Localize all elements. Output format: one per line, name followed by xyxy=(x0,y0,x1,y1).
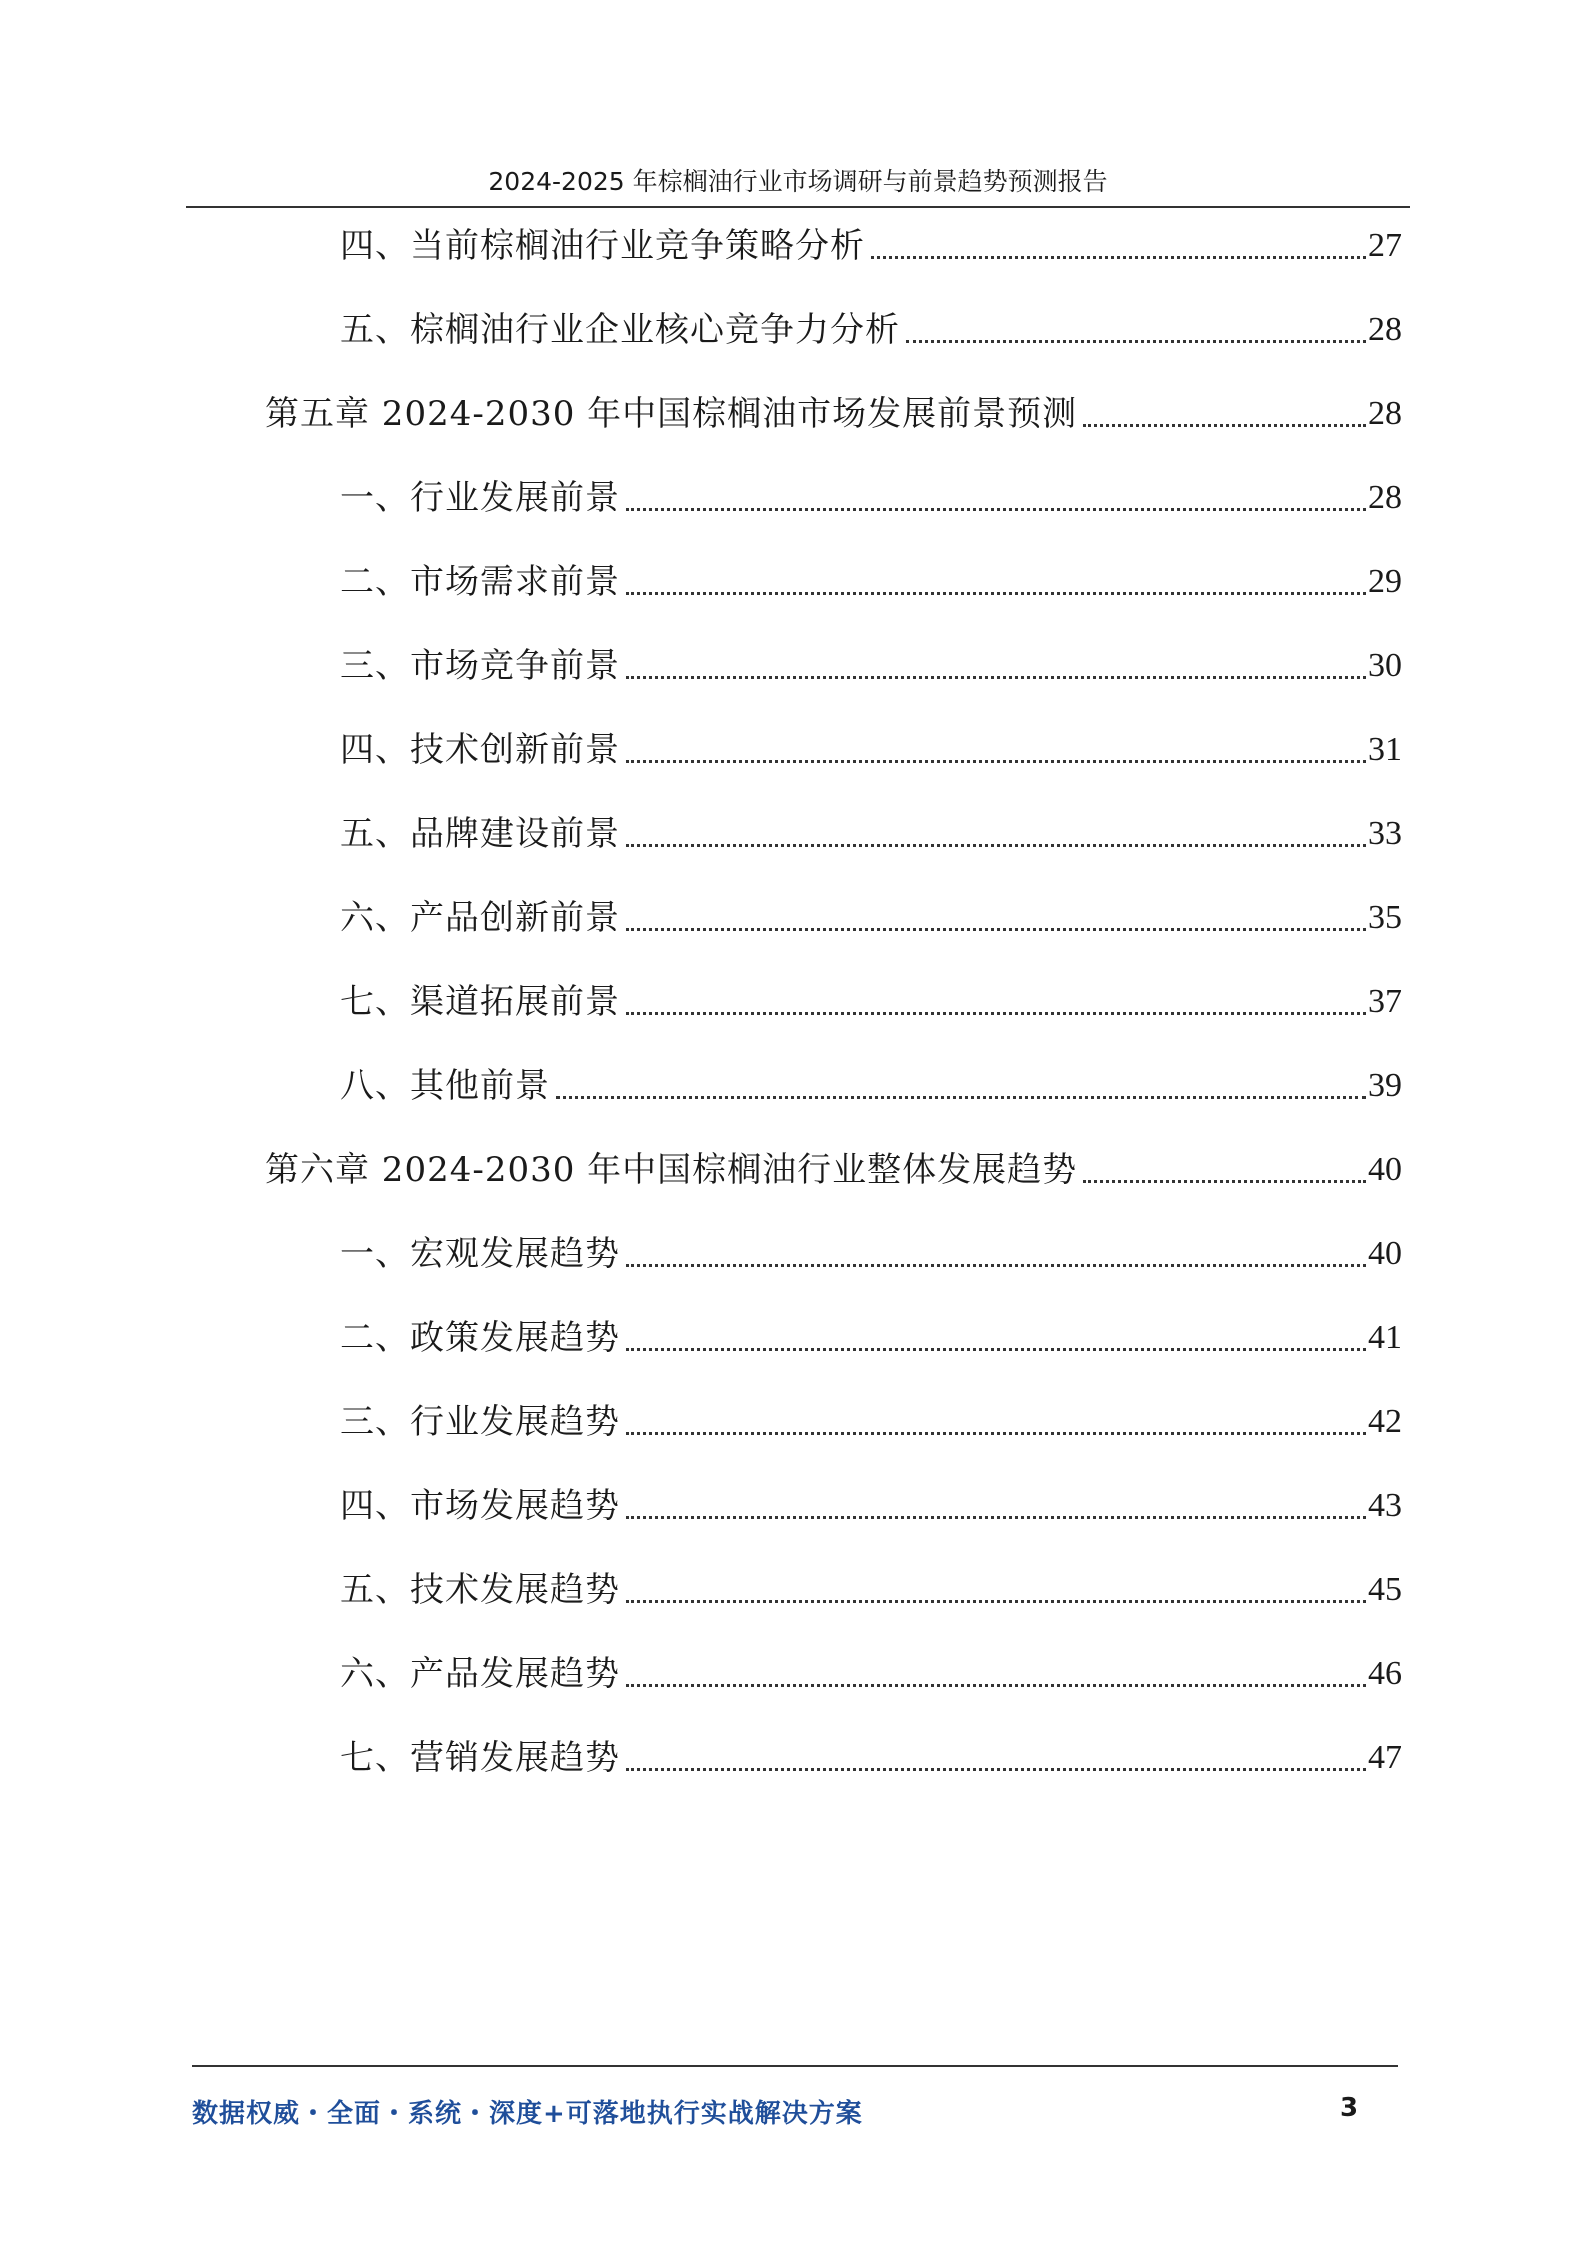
toc-entry-title: 五、技术发展趋势 xyxy=(340,1570,620,1610)
toc-entry[interactable] xyxy=(340,1652,1402,1696)
toc-entry[interactable] xyxy=(340,1064,1402,1108)
toc-entry-page: 37 xyxy=(1368,983,1402,1020)
toc-entry-page: 28 xyxy=(1368,395,1402,432)
toc-entry-page: 29 xyxy=(1368,563,1402,600)
toc-entry[interactable] xyxy=(340,1568,1402,1612)
toc-dot-leader xyxy=(626,844,1366,847)
toc-dot-leader xyxy=(626,1012,1366,1015)
toc-dot-leader xyxy=(626,1348,1366,1351)
toc-dot-leader xyxy=(1083,1180,1366,1183)
toc-dot-leader xyxy=(626,1432,1366,1435)
toc-entry[interactable] xyxy=(340,728,1402,772)
toc-entry-title: 三、行业发展趋势 xyxy=(340,1402,620,1442)
toc-chapter-entry[interactable] xyxy=(265,1148,1402,1192)
toc-entry-title: 一、宏观发展趋势 xyxy=(340,1234,620,1274)
toc-dot-leader xyxy=(626,1768,1366,1771)
toc-entry[interactable] xyxy=(340,980,1402,1024)
toc-entry-page: 35 xyxy=(1368,899,1402,936)
toc-entry[interactable] xyxy=(340,1484,1402,1528)
toc-entry[interactable] xyxy=(340,476,1402,520)
toc-entry-title: 三、市场竞争前景 xyxy=(340,646,620,686)
toc-entry[interactable] xyxy=(340,1316,1402,1360)
toc-entry-title: 二、市场需求前景 xyxy=(340,562,620,602)
toc-dot-leader xyxy=(626,760,1366,763)
toc-dot-leader xyxy=(626,508,1366,511)
toc-entry-page: 41 xyxy=(1368,1319,1402,1356)
toc-entry-title: 五、棕榈油行业企业核心竞争力分析 xyxy=(340,310,900,350)
toc-entry[interactable] xyxy=(340,1736,1402,1780)
page-header-title: 2024-2025 年棕榈油行业市场调研与前景趋势预测报告 xyxy=(488,167,1108,196)
toc-entry-page: 31 xyxy=(1368,731,1402,768)
toc-entry-page: 28 xyxy=(1368,311,1402,348)
page-number: 3 xyxy=(1340,2093,1359,2123)
toc-entry-page: 33 xyxy=(1368,815,1402,852)
toc-entry[interactable] xyxy=(340,1232,1402,1276)
toc-entry-title: 四、市场发展趋势 xyxy=(340,1486,620,1526)
toc-entry-title: 一、行业发展前景 xyxy=(340,478,620,518)
toc-entry-page: 43 xyxy=(1368,1487,1402,1524)
toc-dot-leader xyxy=(626,592,1366,595)
toc-entry-page: 28 xyxy=(1368,479,1402,516)
toc-entry[interactable] xyxy=(340,224,1402,268)
toc-entry-title: 八、其他前景 xyxy=(340,1066,550,1106)
toc-entry-title: 四、技术创新前景 xyxy=(340,730,620,770)
toc-dot-leader xyxy=(626,928,1366,931)
toc-dot-leader xyxy=(1083,424,1366,427)
toc-entry[interactable] xyxy=(340,308,1402,352)
toc-entry[interactable] xyxy=(340,896,1402,940)
toc-dot-leader xyxy=(871,256,1366,259)
toc-entry-page: 30 xyxy=(1368,647,1402,684)
toc-entry-title: 六、产品创新前景 xyxy=(340,898,620,938)
toc-entry-page: 45 xyxy=(1368,1571,1402,1608)
toc-entry-title: 六、产品发展趋势 xyxy=(340,1654,620,1694)
toc-entry[interactable] xyxy=(340,1400,1402,1444)
toc-entry-title: 四、当前棕榈油行业竞争策略分析 xyxy=(340,226,865,266)
toc-entry-page: 40 xyxy=(1368,1151,1402,1188)
toc-entry-title: 五、品牌建设前景 xyxy=(340,814,620,854)
toc-dot-leader xyxy=(626,1264,1366,1267)
toc-chapter-entry[interactable] xyxy=(265,392,1402,436)
footer-divider xyxy=(192,2065,1398,2067)
toc-entry-page: 42 xyxy=(1368,1403,1402,1440)
toc-dot-leader xyxy=(626,676,1366,679)
toc-entry[interactable] xyxy=(340,644,1402,688)
header-divider xyxy=(186,206,1410,208)
toc-entry-page: 40 xyxy=(1368,1235,1402,1272)
toc-entry[interactable] xyxy=(340,812,1402,856)
toc-entry-title: 二、政策发展趋势 xyxy=(340,1318,620,1358)
toc-dot-leader xyxy=(556,1096,1366,1099)
toc-dot-leader xyxy=(906,340,1366,343)
toc-dot-leader xyxy=(626,1684,1366,1687)
toc-entry-page: 39 xyxy=(1368,1067,1402,1104)
toc-entry-page: 27 xyxy=(1368,227,1402,264)
toc-entry[interactable] xyxy=(340,560,1402,604)
toc-entry-title: 第五章 2024-2030 年中国棕榈油市场发展前景预测 xyxy=(265,394,1078,434)
toc-entry-title: 七、营销发展趋势 xyxy=(340,1738,620,1778)
toc-entry-page: 47 xyxy=(1368,1739,1402,1776)
toc-entry-title: 第六章 2024-2030 年中国棕榈油行业整体发展趋势 xyxy=(265,1150,1078,1190)
toc-dot-leader xyxy=(626,1600,1366,1603)
toc-entry-page: 46 xyxy=(1368,1655,1402,1692)
toc-entry-title: 七、渠道拓展前景 xyxy=(340,982,620,1022)
toc-dot-leader xyxy=(626,1516,1366,1519)
footer-slogan: 数据权威・全面・系统・深度+可落地执行实战解决方案 xyxy=(192,2099,863,2129)
